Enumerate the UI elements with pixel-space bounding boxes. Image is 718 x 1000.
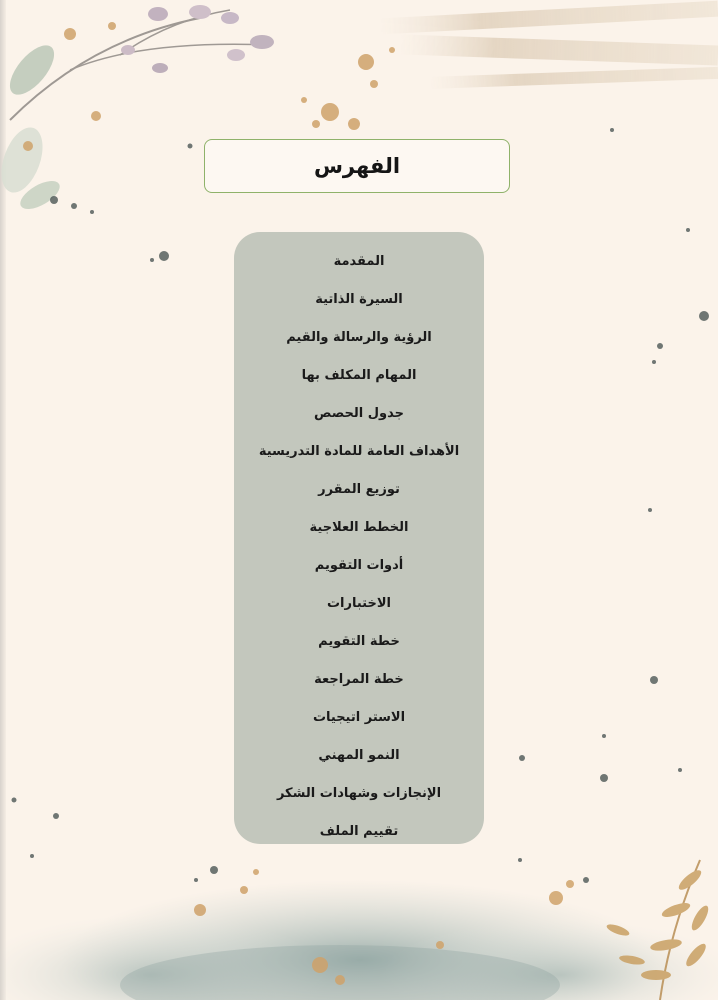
toc-item-review-plan[interactable]: خطة المراجعة xyxy=(314,672,404,687)
toc-item-file-evaluation[interactable]: تقييم الملف xyxy=(319,824,399,839)
table-of-contents-panel xyxy=(234,232,484,844)
toc-item-assigned-tasks[interactable]: المهام المكلف بها xyxy=(301,368,417,383)
toc-item-schedule[interactable]: جدول الحصص xyxy=(313,406,405,421)
toc-item-general-goals[interactable]: الأهداف العامة للمادة التدريسية xyxy=(258,444,460,459)
toc-item-assessment-plan[interactable]: خطة التقويم xyxy=(318,634,400,649)
page-title: الفهرس xyxy=(313,154,401,178)
toc-item-cv[interactable]: السيرة الذاتية xyxy=(315,292,403,307)
toc-item-curriculum-plan[interactable]: توزيع المقرر xyxy=(318,482,400,497)
toc-item-remedial-plans[interactable]: الخطط العلاجية xyxy=(309,520,409,535)
toc-item-assessment-tools[interactable]: أدوات التقويم xyxy=(314,558,404,573)
title-box xyxy=(204,139,510,193)
toc-item-professional-growth[interactable]: النمو المهني xyxy=(318,748,400,763)
toc-item-achievements[interactable]: الإنجازات وشهادات الشكر xyxy=(276,786,442,801)
bottom-watercolor-wash xyxy=(0,880,718,1000)
toc-item-strategies[interactable]: الاستر اتيجيات xyxy=(312,710,406,725)
gold-dots-top xyxy=(23,22,395,151)
toc-item-vision-mission[interactable]: الرؤية والرسالة والقيم xyxy=(286,330,432,345)
toc-item-exams[interactable]: الاختبارات xyxy=(326,596,391,611)
top-right-brush xyxy=(380,1,718,89)
toc-item-introduction[interactable]: المقدمة xyxy=(333,254,385,269)
